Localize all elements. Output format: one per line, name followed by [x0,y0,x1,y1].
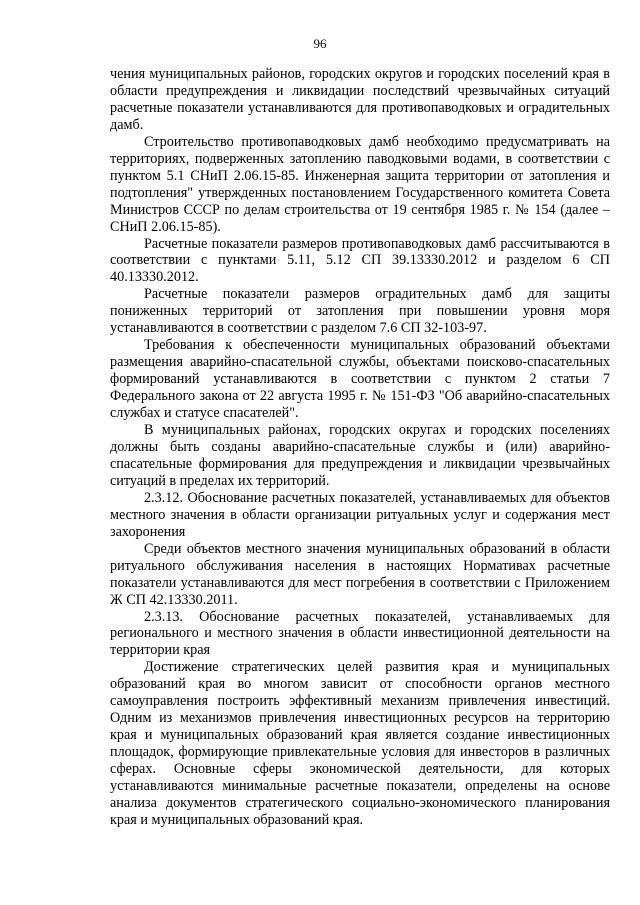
paragraph: Расчетные показатели размеров противопаводковых дамб рассчитываются в соответствии с пунктами 5.11, 5.12 СП 39.13330.2012 и разделом 6 СП 40.13330.2012. [110,235,610,286]
paragraph: Достижение стратегических целей развития края и муниципальных образований края во многом зависит от способности органов местного самоуправления построить эффективный механизм привлечения инвестиций. Одним из механизмов привлечения инвестиционных ресурсов на территорию края и муниципальных образований края является создание инвестиционных площадок, формирующие привлекательные условия для инвесторов в различных сферах. Основные сферы экономической деятельности, для которых устанавливаются минимальные расчетные показатели, определены на основе анализа документов стратегического социально-экономического планирования края и муниципальных образований края. [110,659,610,828]
paragraph: Расчетные показатели размеров оградительных дамб для защиты пониженных территорий от затопления при повышении уровня моря устанавливаются в соответствии с разделом 7.6 СП 32-103-97. [110,286,610,337]
section-heading: 2.3.12. Обоснование расчетных показателей, устанавливаемых для объектов местного значения в области организации ритуальных услуг и содержания мест захоронения [110,489,610,540]
paragraph: Среди объектов местного значения муниципальных образований в области ритуального обслуживания населения в настоящих Нормативах расчетные показатели устанавливаются для мест погребения в соответствии с Приложением Ж СП 42.13330.2011. [110,540,610,608]
page-number: 96 [313,36,327,51]
paragraph: Строительство противопаводковых дамб необходимо предусматривать на территориях, подверженных затоплению паводковыми водами, в соответствии с пунктом 5.1 СНиП 2.06.15-85. Инженерная защита территории от затопления и подтопления" утвержденных постановлением Государственного комитета Совета Министров СССР по делам строительства от 19 сентября 1985 г. № 154 (далее – СНиП 2.06.15-85). [110,133,610,235]
paragraph: чения муниципальных районов, городских округов и городских поселений края в области предупреждения и ликвидации последствий чрезвычайных ситуаций расчетные показатели устанавливаются для противопаводковых и оградительных дамб. [110,66,610,133]
document-body [110,66,610,829]
paragraph: В муниципальных районах, городских округах и городских поселениях должны быть созданы аварийно-спасательные службы и (или) аварийно-спасательные формирования для предупреждения и ликвидации чрезвычайных ситуаций в пределах их территорий. [110,422,610,489]
section-heading: 2.3.13. Обоснование расчетных показателей, устанавливаемых для регионального и местного значения в области инвестиционной деятельности на территории края [110,608,610,659]
paragraph: Требования к обеспеченности муниципальных образований объектами размещения аварийно-спасательной службы, объектами поисково-спасательных формирований устанавливаются в соответствии с пунктом 2 статьи 7 Федерального закона от 22 августа 1995 г. № 151-ФЗ "Об аварийно-спасательных службах и статусе спасателей". [110,337,610,422]
